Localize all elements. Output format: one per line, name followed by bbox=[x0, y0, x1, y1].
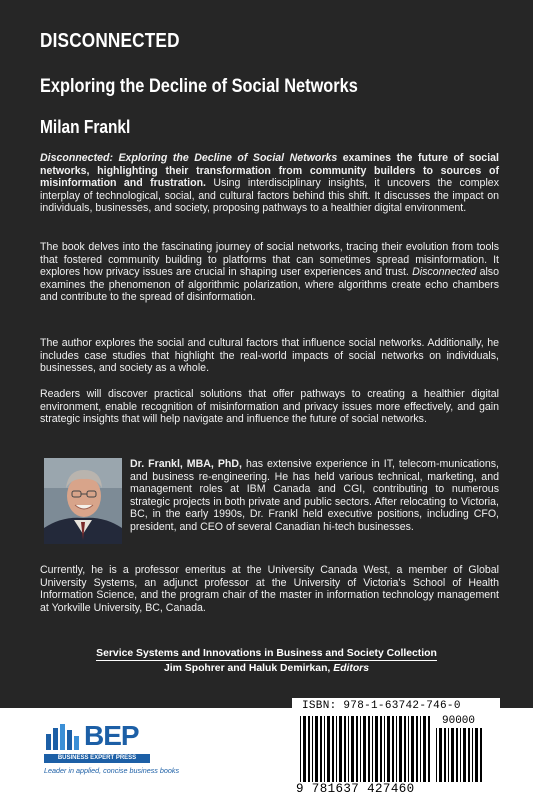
barcode-bar bbox=[399, 716, 402, 782]
series-title: Service Systems and Innovations in Business and Society Collection bbox=[96, 648, 437, 659]
paragraph-2-italic: Disconnected bbox=[412, 266, 477, 279]
isbn-text: ISBN: 978-1-63742-746-0 bbox=[302, 700, 461, 712]
logo-tagline: Leader in applied, concise business books bbox=[44, 766, 180, 775]
price-code: 90000 bbox=[442, 715, 476, 727]
barcode-bar bbox=[344, 716, 346, 782]
barcode-bar bbox=[444, 728, 446, 782]
barcode-bar bbox=[372, 716, 373, 782]
description-lead: examines the future of social networks, highlighting their transformation from community builders to sources of misinformation and frustration. bbox=[40, 152, 499, 190]
author-bio-body: has extensive experience in IT, telecom-munications, and business re-engineering. He has held various technical, marketing, and management roles at IBM Canada and CGI, contributing to numerous strategic projects in both private and public sectors. After relocating to Victoria, BC, in the early 1990s, Dr. Frankl held executive positions, including CFO, president, and CEO of several Canadian hi-tech businesses. bbox=[130, 458, 499, 533]
description-paragraph-6: Currently, he is a professor emeritus at the University Canada West, a member of Global University Systems, an adjunct professor at the University of Victoria's School of Health Information Science, and the program chair of the master in information technology management at Yorkville University, BC, Canada. bbox=[40, 564, 499, 614]
barcode-bar bbox=[456, 728, 458, 782]
barcode-bar bbox=[408, 716, 409, 782]
barcode-bar bbox=[324, 716, 325, 782]
barcode-bar bbox=[320, 716, 322, 782]
book-title: DISCONNECTED bbox=[40, 30, 180, 52]
barcode-bar bbox=[428, 716, 430, 782]
barcode-digits: 9 781637 427460 bbox=[296, 782, 415, 796]
description-rest: Using interdisciplinary insights, it uncovers the complex interplay of technological, social, and cultural factors behind this shift. It discusses the impact on individuals, businesses, and society, proposing pathways to a healthier digital environment. bbox=[40, 177, 499, 215]
barcode-bar bbox=[312, 716, 313, 782]
ean-barcode-bars bbox=[300, 716, 434, 782]
paragraph-2-part-b: also examines the phenomenon of algorithmic polarization, where algorithms create echo chambers and contribute to the spread of disinformation. bbox=[40, 266, 499, 304]
barcode-bar bbox=[475, 728, 478, 782]
barcode-bar bbox=[411, 716, 414, 782]
barcode-bar bbox=[416, 716, 418, 782]
author-name: Milan Frankl bbox=[40, 117, 131, 137]
book-subtitle: Exploring the Decline of Social Networks bbox=[40, 76, 358, 97]
description-paragraph-1 bbox=[40, 152, 499, 215]
barcode-bar bbox=[375, 716, 378, 782]
barcode-bar bbox=[360, 716, 361, 782]
series-editors bbox=[0, 663, 533, 674]
barcode-bar bbox=[468, 728, 470, 782]
barcode bbox=[292, 698, 500, 798]
logo-press-name: BUSINESS EXPERT PRESS bbox=[44, 754, 150, 763]
author-bio-text bbox=[130, 458, 499, 534]
series-editors-suffix: Editors bbox=[330, 663, 369, 674]
logo-wordmark: BEP bbox=[84, 720, 139, 751]
description-paragraph-2 bbox=[40, 241, 499, 304]
barcode-bar bbox=[460, 728, 461, 782]
description-paragraph-4: Readers will discover practical solutions that offer pathways to creating a healthier digital environment, enable recognition of misinformation and privacy issues more effectively, and gain strategic insights that will help navigate and influence the future of social networks. bbox=[40, 388, 499, 426]
barcode-bar bbox=[463, 728, 466, 782]
description-paragraph-3: The author explores the social and cultural factors that influence social networks. Additionally, he includes case studies that highlight the real-world impacts of social networks on individuals, businesses, and society as a whole. bbox=[40, 337, 499, 375]
author-photo bbox=[44, 458, 122, 544]
barcode-bar bbox=[384, 716, 385, 782]
book-bars-logo-icon bbox=[44, 724, 84, 752]
barcode-bar bbox=[368, 716, 370, 782]
author-credentials: Dr. Frankl, MBA, PhD, bbox=[130, 458, 242, 470]
barcode-bar bbox=[436, 728, 437, 782]
barcode-bar bbox=[451, 728, 454, 782]
barcode-bar bbox=[303, 716, 306, 782]
barcode-bar bbox=[315, 716, 318, 782]
publisher-logo bbox=[44, 720, 194, 784]
barcode-bar bbox=[348, 716, 349, 782]
barcode-bar bbox=[327, 716, 330, 782]
barcode-bar bbox=[439, 728, 442, 782]
barcode-bar bbox=[351, 716, 354, 782]
barcode-bar bbox=[336, 716, 337, 782]
barcode-bar bbox=[423, 716, 426, 782]
barcode-bar bbox=[392, 716, 394, 782]
book-title-italic: Disconnected: Exploring the Decline of Social Networks bbox=[40, 152, 338, 164]
barcode-bar bbox=[363, 716, 366, 782]
barcode-bar bbox=[356, 716, 358, 782]
addon-barcode-bars bbox=[436, 728, 486, 782]
barcode-bar bbox=[448, 728, 449, 782]
series-info bbox=[0, 648, 533, 674]
barcode-bar bbox=[332, 716, 334, 782]
barcode-bar bbox=[308, 716, 310, 782]
barcode-bar bbox=[380, 716, 382, 782]
barcode-bar bbox=[339, 716, 342, 782]
barcode-bar bbox=[396, 716, 397, 782]
barcode-bar bbox=[300, 716, 301, 782]
barcode-bar bbox=[404, 716, 406, 782]
barcode-bar bbox=[387, 716, 390, 782]
barcode-bar bbox=[480, 728, 482, 782]
series-editor-names: Jim Spohrer and Haluk Demirkan, bbox=[164, 663, 331, 674]
barcode-bar bbox=[472, 728, 473, 782]
paragraph-2-part-a: The book delves into the fascinating journey of social networks, tracing their evolution from tools that fostered community building to platforms that can sometimes spread misinformation. It explores how privacy issues are crucial in shaping user experiences and trust. bbox=[40, 241, 499, 279]
barcode-bar bbox=[420, 716, 421, 782]
